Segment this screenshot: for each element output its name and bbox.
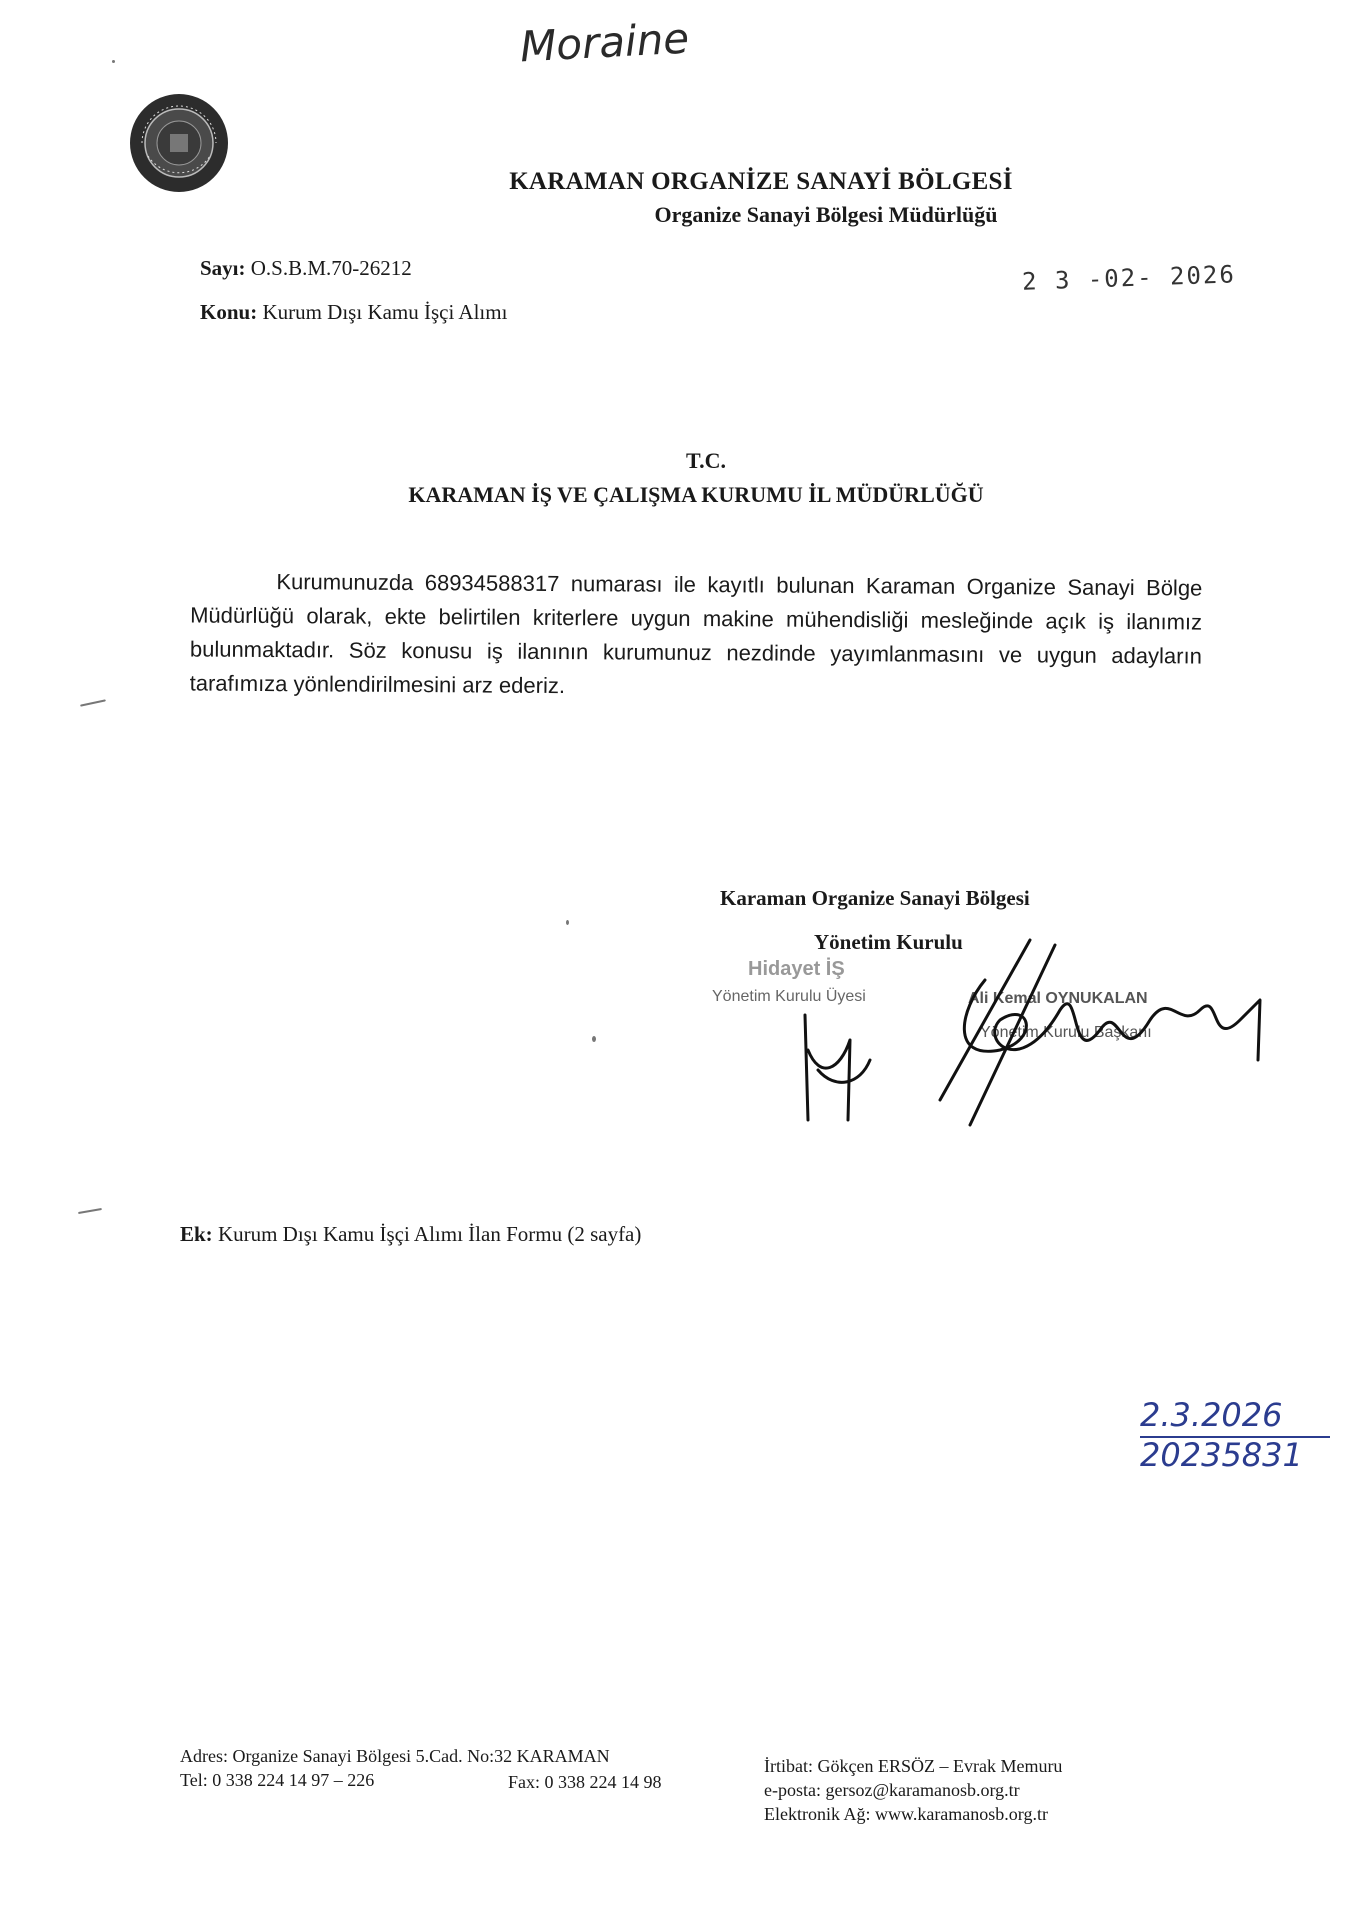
subject-label: Konu: <box>200 300 258 324</box>
organization-subtitle: Organize Sanayi Bölgesi Müdürlüğü <box>654 202 998 227</box>
footer-address: Adres: Organize Sanayi Bölgesi 5.Cad. No:32 KARAMAN <box>180 1746 610 1766</box>
addressee-institution: KARAMAN İŞ VE ÇALIŞMA KURUMU İL MÜDÜRLÜĞÜ <box>408 482 984 507</box>
scan-speck <box>592 1036 596 1042</box>
subject-line <box>200 300 507 325</box>
footer-contact <box>764 1754 1062 1778</box>
reference-number-label: Sayı: <box>200 256 246 280</box>
footer-email-value[interactable]: gersoz@karamanosb.org.tr <box>825 1780 1020 1800</box>
signatory-right-name: Ali Kemal OYNUKALAN <box>968 990 1148 1007</box>
scan-speck <box>566 920 569 925</box>
attachment-label: Ek: <box>180 1222 213 1246</box>
scan-mark <box>80 699 106 706</box>
handwritten-registry-number: 20235831 <box>1140 1436 1303 1474</box>
signatory-left-name: Hidayet İŞ <box>748 958 845 980</box>
date-stamp: 2 3 -02- 2026 <box>1021 260 1237 296</box>
subject-value: Kurum Dışı Kamu İşçi Alımı <box>262 300 508 324</box>
footer-contact-value: Gökçen ERSÖZ – Evrak Memuru <box>817 1756 1063 1776</box>
footer-website <box>764 1802 1048 1826</box>
footer-email-label: e-posta: <box>764 1780 821 1800</box>
reference-number-value: O.S.B.M.70-26212 <box>250 256 412 280</box>
handwritten-note-top: Moraine <box>518 13 691 72</box>
scan-mark <box>78 1208 102 1214</box>
addressee-tc: T.C. <box>686 448 726 473</box>
signature-board: Yönetim Kurulu <box>814 930 963 954</box>
signatory-right-title: Yönetim Kurulu Başkanı <box>980 1024 1152 1041</box>
scan-speck <box>112 60 115 63</box>
footer-website-label: Elektronik Ağ: <box>764 1804 871 1824</box>
signature-organization: Karaman Organize Sanayi Bölgesi <box>720 886 1030 910</box>
attachment-line <box>180 1222 641 1247</box>
handwritten-signatures <box>700 920 1300 1140</box>
reference-number-line <box>200 256 412 281</box>
letter-body: Kurumunuzda 68934588317 numarası ile kayıtlı bulunan Karaman Organize Sanayi Bölge Müdürlüğü olarak, ekte belirtilen kriterlere uygun makine mühendisliği mesleğinde açık iş ilanımız bulunmaktadır. Söz konusu iş ilanının kurumunuz nezdinde yayımlanmasını ve uygun adayların tarafımıza yönlendirilmesini arz ederiz. <box>189 569 1203 699</box>
footer-email <box>764 1778 1020 1802</box>
organization-name: KARAMAN ORGANİZE SANAYİ BÖLGESİ <box>509 168 1013 195</box>
footer-contact-label: İrtibat: <box>764 1756 813 1776</box>
footer-telephone: Tel: 0 338 224 14 97 – 226 <box>180 1770 375 1790</box>
footer-website-value[interactable]: www.karamanosb.org.tr <box>875 1804 1048 1824</box>
signatory-left-title: Yönetim Kurulu Üyesi <box>712 988 866 1005</box>
footer-fax: Fax: 0 338 224 14 98 <box>508 1772 662 1792</box>
handwritten-received-date: 2.3.2026 <box>1140 1396 1283 1434</box>
attachment-value: Kurum Dışı Kamu İşçi Alımı İlan Formu (2 sayfa) <box>217 1222 642 1246</box>
